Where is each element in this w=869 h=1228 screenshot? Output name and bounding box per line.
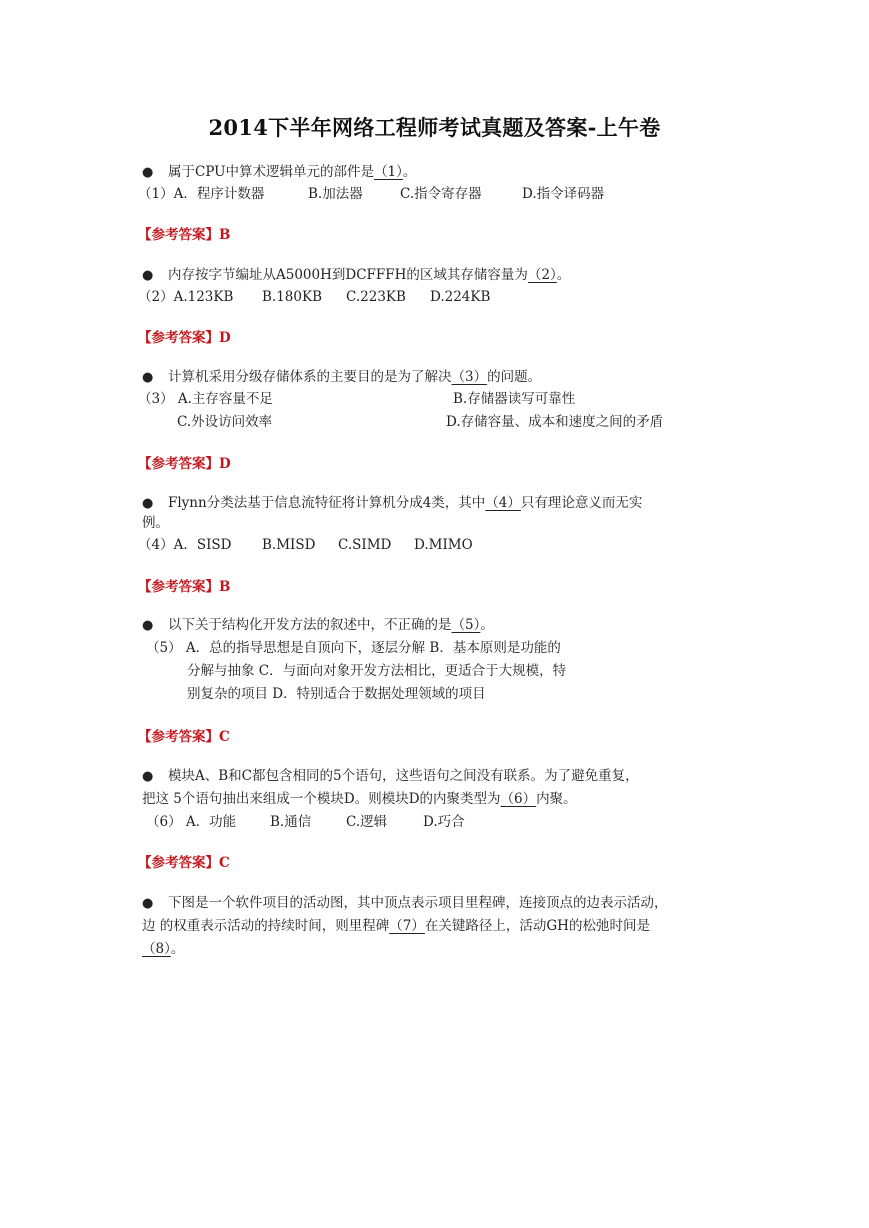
blank-4: （4） (485, 495, 521, 511)
blank-1: （1） (374, 164, 403, 180)
option-c: C.SIMD (338, 537, 392, 553)
bullet-icon: ● (142, 165, 154, 180)
option-d: D.MIMO (414, 537, 473, 553)
option-b: B.MISD (262, 537, 316, 553)
bullet-icon: ● (142, 618, 154, 633)
question-6-stem-line2: 把这 5个语句抽出来组成一个模块D。则模块D的内聚类型为（6）内聚。 (142, 791, 577, 807)
question-7-stem-line1: ● 下图是一个软件项目的活动图，其中顶点表示项目里程碑，连接顶点的边表示活动， (142, 895, 668, 911)
question-1-stem: ● 属于CPU中算术逻辑单元的部件是（1）。 (142, 164, 417, 180)
question-4-options (138, 536, 473, 554)
blank-8: （8） (142, 941, 171, 957)
bullet-icon: ● (142, 896, 154, 911)
question-2-options (138, 288, 490, 306)
bullet-icon: ● (142, 769, 154, 784)
option-a: （3） A.主存容量不足 (138, 391, 273, 407)
question-6-options (146, 813, 465, 831)
answer-1: 【参考答案】B (138, 227, 231, 243)
question-7-stem-line2: 边 的权重表示活动的持续时间，则里程碑（7）在关键路径上，活动GH的松弛时间是 (142, 918, 650, 934)
option-d: D.存储容量、成本和速度之间的矛盾 (446, 414, 664, 430)
answer-value: B (219, 579, 231, 595)
question-4-stem-line2: 例。 (142, 515, 169, 531)
question-7-stem-line3: （8）。 (142, 941, 185, 957)
question-4-stem: ● Flynn分类法基于信息流特征将计算机分成4类，其中（4）只有理论意义而无实 (142, 495, 643, 511)
blank-7: （7） (389, 918, 425, 934)
answer-value: C (219, 729, 230, 745)
option-a: （6） A．功能 (146, 814, 237, 830)
option-d: D.224KB (430, 289, 491, 305)
answer-value: D (219, 330, 231, 346)
bullet-icon: ● (142, 496, 154, 511)
page-title: 2014下半年网络工程师考试真题及答案-上午卷 (208, 115, 661, 140)
option-c: C.逻辑 (346, 814, 388, 830)
answer-2: 【参考答案】D (138, 330, 231, 346)
option-b: B.180KB (262, 289, 322, 305)
blank-6: （6） (500, 791, 537, 807)
answer-5: 【参考答案】C (138, 729, 230, 745)
answer-6: 【参考答案】C (138, 855, 230, 871)
question-6-stem-line1: ● 模块A、B和C都包含相同的5个语句，这些语句之间没有联系。为了避免重复， (142, 768, 639, 784)
option-a: （1）A．程序计数器 (138, 186, 265, 202)
question-1-options (138, 185, 604, 203)
question-5-stem: ● 以下关于结构化开发方法的叙述中，不正确的是（5）。 (142, 617, 494, 633)
question-5-options-line3: 别复杂的项目 D．特别适合于数据处理领域的项目 (187, 686, 486, 702)
option-c: C.指令寄存器 (400, 186, 482, 202)
question-3-stem: ● 计算机采用分级存储体系的主要目的是为了解决（3）的问题。 (142, 369, 542, 385)
bullet-icon: ● (142, 370, 154, 385)
option-d: D.指令译码器 (522, 186, 605, 202)
option-c: C.223KB (346, 289, 406, 305)
option-b: B.加法器 (308, 186, 363, 202)
option-b: B.通信 (270, 814, 312, 830)
answer-4: 【参考答案】B (138, 579, 231, 595)
blank-3: （3） (451, 369, 488, 385)
answer-value: C (219, 855, 230, 871)
option-b: B.存储器读写可靠性 (453, 391, 576, 407)
blank-5: （5） (451, 617, 481, 633)
option-c: C.外设访问效率 (177, 414, 273, 430)
answer-value: B (219, 227, 231, 243)
answer-3: 【参考答案】D (138, 456, 231, 472)
option-a: （2）A.123KB (138, 289, 234, 305)
question-5-options-line2: 分解与抽象 C．与面向对象开发方法相比，更适合于大规模，特 (187, 663, 567, 679)
option-a: （4）A．SISD (138, 537, 232, 553)
blank-2: （2） (527, 267, 557, 283)
bullet-icon: ● (142, 268, 154, 283)
answer-value: D (219, 456, 231, 472)
question-2-stem: ● 内存按字节编址从A5000H到DCFFFH的区域其存储容量为（2）。 (142, 267, 571, 283)
question-5-options-line1: （5） A．总的指导思想是自顶向下，逐层分解 B．基本原则是功能的 (146, 640, 561, 656)
option-d: D.巧合 (423, 814, 465, 830)
